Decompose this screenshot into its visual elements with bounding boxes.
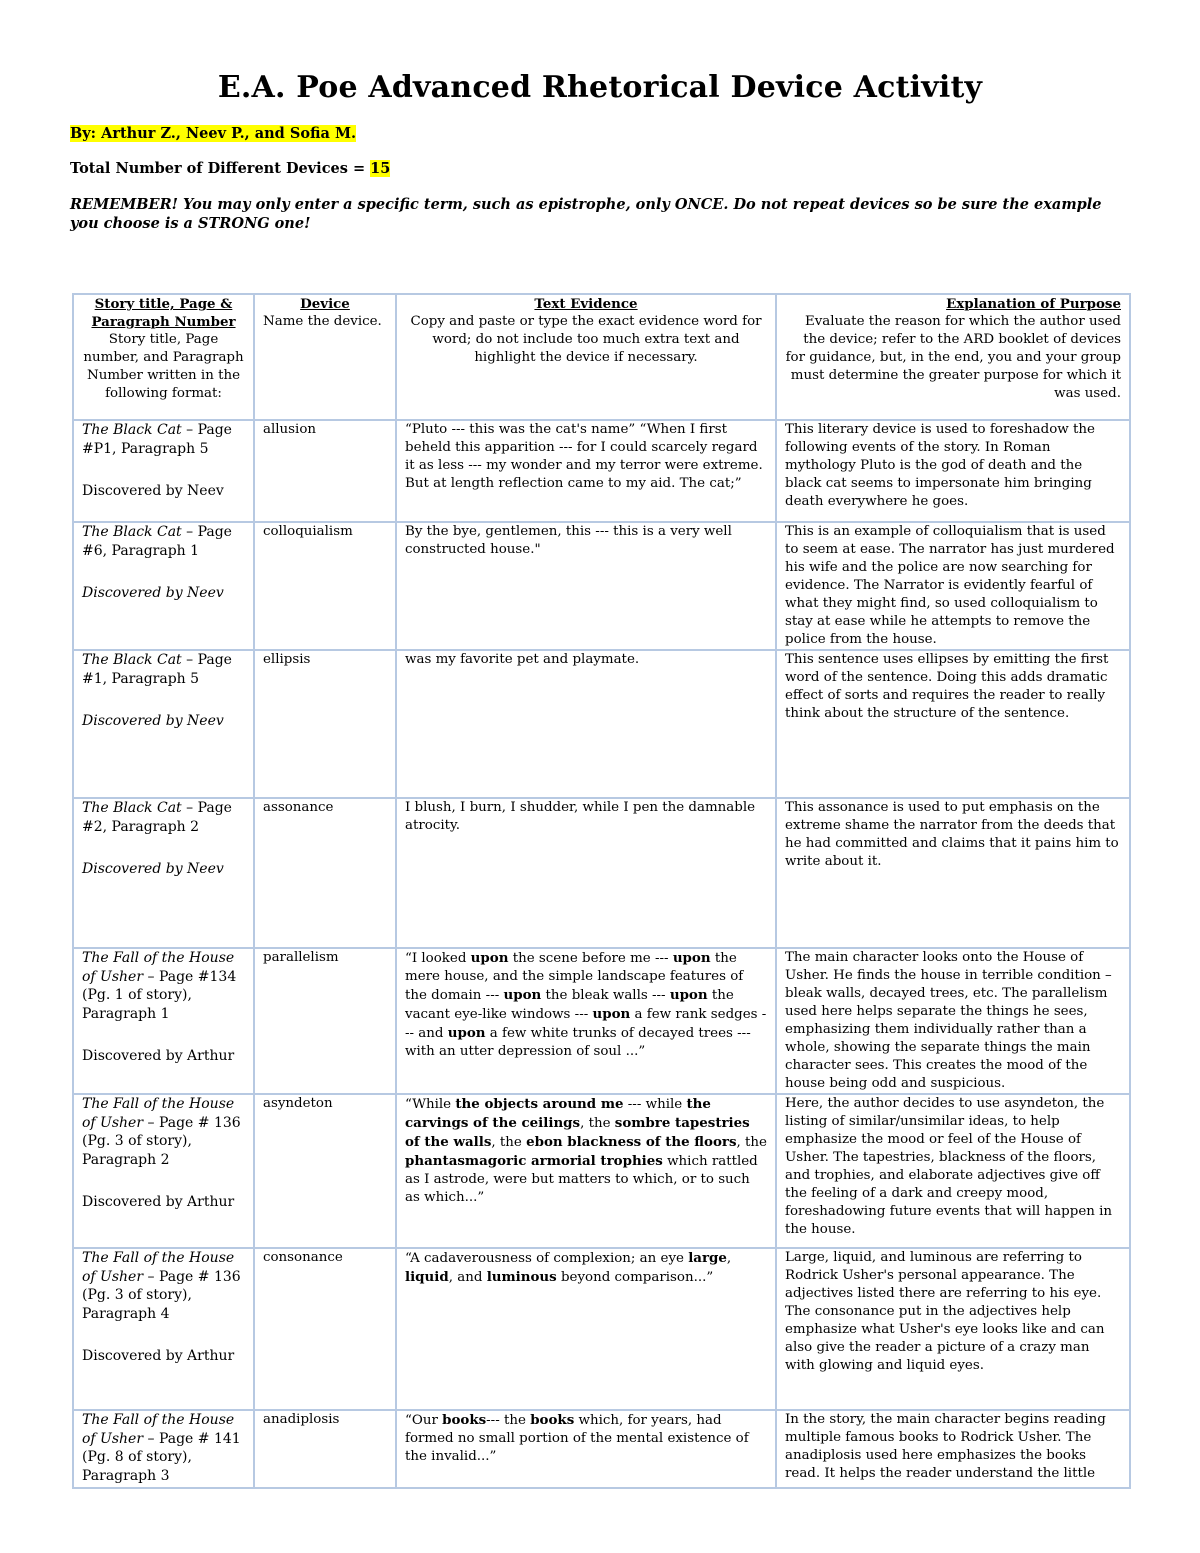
page-paragraph: – Page #1, Paragraph 5 [82,652,232,687]
story-title: The Black Cat [82,422,182,438]
highlighted-device-text: books [530,1412,575,1428]
header-evidence-title: Text Evidence [534,296,638,312]
page-paragraph: – Page #2, Paragraph 2 [82,800,232,835]
evidence-text: --- while [623,1097,687,1112]
table-row [73,650,1130,798]
highlighted-device-text: upon [592,1006,631,1022]
page-title: E.A. Poe Advanced Rhetorical Device Activity [217,70,983,105]
cell-purpose: This literary device is used to foreshadow the following events of the story. In Roman mythology Pluto is the god of death and the black cat seems to impersonate him bringing death everywhere he goes. [776,420,1130,522]
story-title: The Black Cat [82,652,182,668]
cell-location [73,650,254,798]
total-devices [70,160,390,177]
evidence-text: the scene before me --- [508,951,673,966]
highlighted-device-text: luminous [486,1269,557,1285]
highlighted-device-text: books [442,1412,487,1428]
cell-device: allusion [254,420,396,522]
highlighted-device-text: the objects around me [455,1096,624,1112]
device-table [72,293,1131,1489]
highlighted-device-text: upon [669,987,708,1003]
header-purpose-title: Explanation of Purpose [946,296,1121,312]
evidence-text: --- the [486,1413,531,1428]
evidence-text: which, for years, had formed no small portion of the mental existence of the invalid...” [405,1413,749,1464]
header-location-desc: Story title, Page number, and Paragraph Number written in the following format: [83,332,244,401]
story-title: The Fall of the House of Usher [82,950,235,985]
discovered-by: Discovered by Arthur [82,1348,235,1364]
page-paragraph: – Page #P1, Paragraph 5 [82,422,232,457]
evidence-text: “I looked [405,951,471,966]
evidence-text: the mere house, and the simple landscape features of the domain --- [405,951,744,1003]
table-row [73,420,1130,522]
highlighted-device-text: sombre tapestries of the walls [405,1115,750,1150]
story-title: The Fall of the House of Usher [82,1412,235,1447]
cell-location [73,948,254,1094]
highlighted-device-text: ebon blackness of the floors [526,1134,737,1150]
header-device-desc: Name the device. [263,314,382,329]
cell-evidence: was my favorite pet and playmate. [396,650,776,798]
evidence-text: which rattled as I astrode, were but matters to which, or to such as which...” [405,1154,758,1205]
highlighted-device-text: upon [672,950,711,966]
table-row [73,1410,1130,1488]
evidence-text: “While [405,1097,456,1112]
cell-purpose: This sentence uses ellipses by emitting the first word of the sentence. Doing this adds dramatic effect of sorts and requires the reader to really think about the structure of the sentence. [776,650,1130,798]
header-device [254,294,396,420]
cell-purpose: This is an example of colloquialism that is used to seem at ease. The narrator has just murdered his wife and the police are now searching for evidence. The Narrator is evidently fearful of what they might find, so used colloquialism to stay at ease while he attempts to remove the police from the house. [776,522,1130,650]
cell-evidence [396,1410,776,1488]
table-row [73,948,1130,1094]
cell-device: parallelism [254,948,396,1094]
cell-evidence [396,948,776,1094]
cell-location [73,420,254,522]
header-purpose [776,294,1130,420]
header-location-title: Story title, Page & Paragraph Number [91,296,236,330]
evidence-text: “Our [405,1413,443,1428]
page-paragraph: – Page #6, Paragraph 1 [82,524,232,559]
cell-evidence [396,1248,776,1410]
table-row [73,522,1130,650]
highlighted-device-text: the carvings of the ceilings [405,1096,711,1131]
cell-location [73,1410,254,1488]
discovered-by: Discovered by Neev [82,585,224,601]
total-devices-label: Total Number of Different Devices = [70,160,371,177]
cell-purpose: Large, liquid, and luminous are referring to Rodrick Usher's personal appearance. The adjectives listed there are referring to his eye. The consonance put in the adjectives help emphasize what Usher's eye looks like and can also give the reader a picture of a crazy man with glowing and liquid eyes. [776,1248,1130,1410]
evidence-text: , the [580,1116,615,1131]
cell-device: anadiplosis [254,1410,396,1488]
cell-evidence [396,1094,776,1248]
remember-note: REMEMBER! You may only enter a specific term, such as epistrophe, only ONCE. Do not repeat devices so be sure the example you choose is a STRONG one! [70,196,1102,232]
cell-location [73,1248,254,1410]
discovered-by: Discovered by Arthur [82,1048,235,1064]
cell-device: colloquialism [254,522,396,650]
evidence-text: a few rank sedges --- and [405,1007,767,1041]
page-paragraph: – Page # 136 (Pg. 3 of story), Paragraph 4 [82,1268,241,1322]
cell-device: ellipsis [254,650,396,798]
evidence-text: , and [448,1270,487,1285]
highlighted-device-text: phantasmagoric armorial trophies [405,1153,663,1169]
story-title: The Black Cat [82,800,182,816]
highlighted-device-text: large [688,1250,727,1266]
discovered-by: Discovered by Neev [82,713,224,729]
cell-device: asyndeton [254,1094,396,1248]
story-title: The Black Cat [82,524,182,540]
cell-evidence: “Pluto --- this was the cat's name” “When I first beheld this apparition --- for I could scarcely regard it as less --- my wonder and my terror were extreme. But at length reflection came to my aid. The cat;” [396,420,776,522]
header-row [73,294,1130,420]
byline-text: By: Arthur Z., Neev P., and Sofia M. [70,125,357,142]
highlighted-device-text: upon [470,950,509,966]
cell-evidence: By the bye, gentlemen, this --- this is a very well constructed house." [396,522,776,650]
cell-purpose: Here, the author decides to use asyndeton, the listing of similar/unsimilar ideas, to help emphasize the mood or feel of the House of Usher. The tapestries, blackness of the floors, and trophies, and elaborate adjectives give off the feeling of a dark and creepy mood, foreshadowing future events that will happen in the house. [776,1094,1130,1248]
cell-location [73,522,254,650]
page-paragraph: – Page # 141 (Pg. 8 of story), Paragraph 3 [82,1430,241,1484]
cell-location [73,1094,254,1248]
discovered-by: Discovered by Neev [82,861,224,877]
discovered-by: Discovered by Arthur [82,1194,235,1210]
table-row [73,1248,1130,1410]
evidence-text: a few white trunks of decayed trees --- with an utter depression of soul ...” [405,1026,751,1059]
discovered-by: Discovered by Neev [82,483,224,499]
cell-purpose: This assonance is used to put emphasis on the extreme shame the narrator from the deeds that he had committed and claims that it pains him to write about it. [776,798,1130,948]
highlighted-device-text: upon [503,987,542,1003]
page-paragraph: – Page #134 (Pg. 1 of story), Paragraph 1 [82,968,237,1022]
cell-purpose: In the story, the main character begins reading multiple famous books to Rodrick Usher. The anadiplosis used here emphasizes the books read. It helps the reader understand the little [776,1410,1130,1488]
header-device-title: Device [300,296,350,312]
evidence-text: “A cadaverousness of complexion; an eye [405,1251,689,1266]
page-paragraph: – Page # 136 (Pg. 3 of story), Paragraph 2 [82,1114,241,1168]
evidence-text: , the [491,1135,527,1150]
story-title: The Fall of the House of Usher [82,1250,235,1285]
evidence-text: , [726,1251,732,1266]
story-title: The Fall of the House of Usher [82,1096,235,1131]
total-devices-value: 15 [370,160,391,177]
evidence-text: the bleak walls --- [541,988,670,1003]
header-purpose-desc: Evaluate the reason for which the author used the device; refer to the ARD booklet of devices for guidance, but, in the end, you and your group must determine the greater purpose for which it was used. [785,314,1121,401]
cell-device: assonance [254,798,396,948]
highlighted-device-text: upon [447,1025,486,1041]
table-row [73,1094,1130,1248]
cell-device: consonance [254,1248,396,1410]
cell-evidence: I blush, I burn, I shudder, while I pen the damnable atrocity. [396,798,776,948]
evidence-text: the vacant eye-like windows --- [405,988,734,1022]
header-location [73,294,254,420]
cell-purpose: The main character looks onto the House of Usher. He finds the house in terrible condition – bleak walls, decayed trees, etc. The parallelism used here helps separate the things he sees, emphasizing them individually rather than a whole, showing the separate things the main character sees. This creates the mood of the house being odd and suspicious. [776,948,1130,1094]
byline [70,125,356,142]
header-evidence [396,294,776,420]
highlighted-device-text: liquid [405,1269,449,1285]
evidence-text: , the [736,1135,767,1150]
evidence-text: beyond comparison...” [556,1270,714,1285]
cell-location [73,798,254,948]
table-row [73,798,1130,948]
header-evidence-desc: Copy and paste or type the exact evidence word for word; do not include too much extra text and highlight the device if necessary. [410,314,762,365]
